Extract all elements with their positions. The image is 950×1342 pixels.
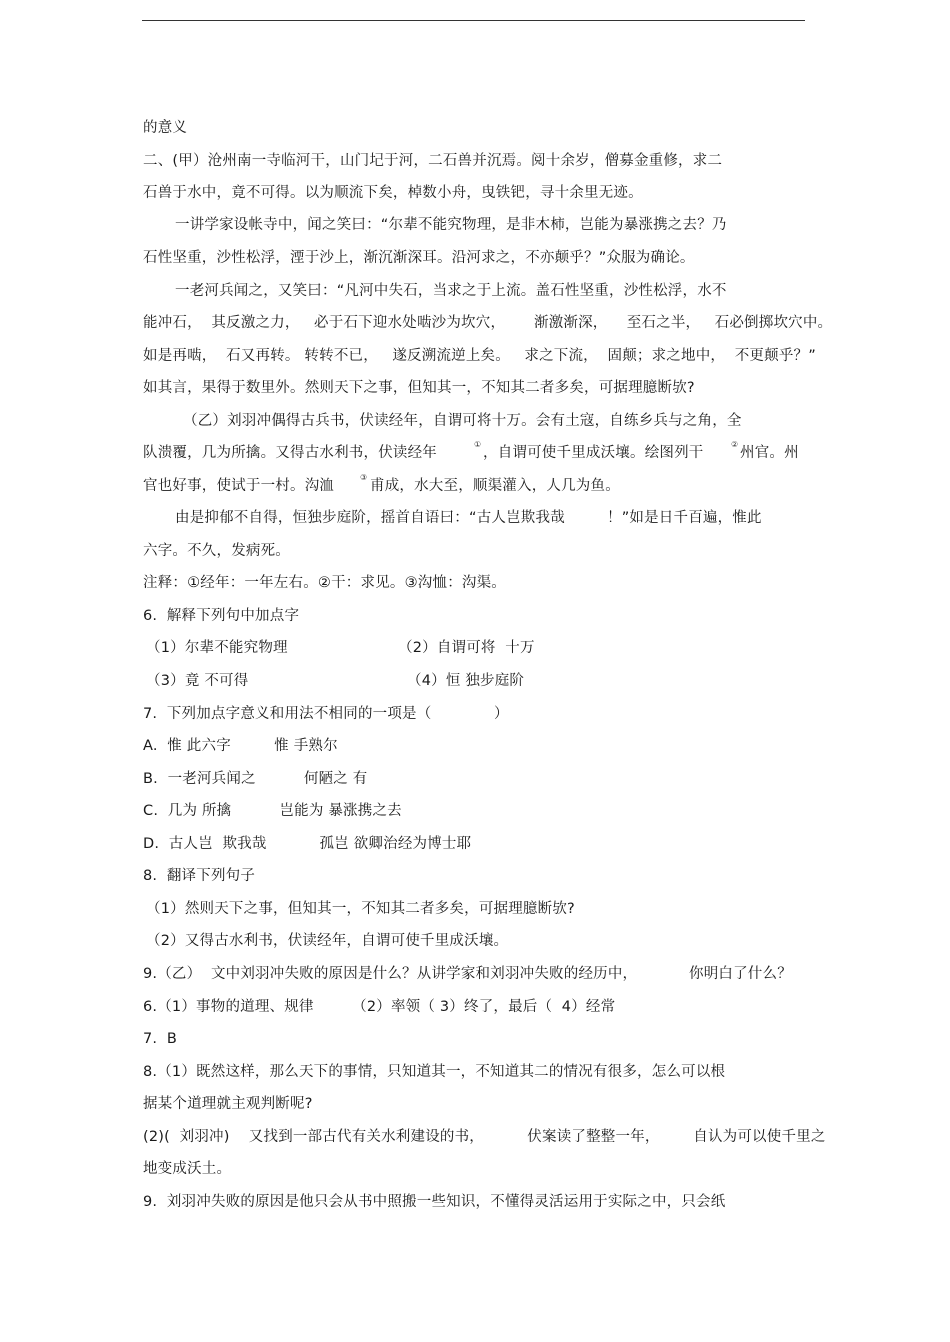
question-9: 你明白了什么？ <box>689 966 792 982</box>
question-6-item: （1）尔辈不能究物理 <box>146 640 288 656</box>
answer-9: 9. 刘羽冲失败的原因是他只会从书中照搬一些知识，不懂得灵活运用于实际之中，只会纸 <box>143 1194 726 1210</box>
footnote-mark: ① <box>474 440 482 449</box>
text-line: ，自谓可使千里成沃壤。绘图列干 <box>483 445 704 461</box>
text-line: 的意义 <box>143 120 188 136</box>
footnote-text: 注释：①经年：一年左右。②干：求见。③沟恤：沟渠。 <box>143 575 506 591</box>
question-9: 9.（乙） 文中刘羽冲失败的原因是什么？从讲学家和刘羽冲失败的经历中， <box>143 966 638 982</box>
question-6-item: （3）竟 不可得 <box>146 673 249 689</box>
answer-8: 8.（1）既然这样，那么天下的事情，只知道其一，不知道其二的情况有很多，怎么可以根 <box>143 1064 726 1080</box>
text-line: 二、(甲）沧州南一寺临河干，山门圮于河，二石兽并沉焉。阅十余岁，僧募金重修，求二 <box>143 153 723 169</box>
question-6-item: （4）恒 独步庭阶 <box>407 673 525 689</box>
text-line: 由是抑郁不自得，恒独步庭阶，摇首自语曰：“古人岂欺我哉 <box>175 510 565 526</box>
answer-8: 据某个道理就主观判断呢? <box>143 1096 313 1112</box>
text-line: （乙）刘羽冲偶得古兵书，伏读经年，自谓可将十万。会有土寇，自练乡兵与之角，全 <box>183 413 742 429</box>
text-line: 如其言，果得于数里外。然则天下之事，但知其一，不知其二者多矣，可据理臆断欤? <box>143 380 695 396</box>
text-line: 六字。不久，发病死。 <box>143 543 290 559</box>
text-line: 石性坚重，沙性松浮，湮于沙上，渐沉渐深耳。沿河求之，不亦颠乎？”众服为确论。 <box>143 250 695 266</box>
answer-8: 地变成沃土。 <box>143 1161 232 1177</box>
text-line: 甫成，水大至，顺渠灌入，人几为鱼。 <box>370 478 620 494</box>
question-8-item: （2）又得古水利书，伏读经年，自谓可使千里成沃壤。 <box>146 933 509 949</box>
header-rule <box>142 20 805 21</box>
text-line: 队溃覆，几为所擒。又得古水利书，伏读经年 <box>143 445 437 461</box>
question-7-option: D. 古人岂 欺我哉 孤岂 欲卿治经为博士耶 <box>143 836 472 852</box>
footnote-mark: ② <box>731 440 739 449</box>
text-line: 一讲学家设帐寺中，闻之笑曰：“尔辈不能究物理，是非木柿，岂能为暴涨携之去？乃 <box>175 217 727 233</box>
answer-6: 6.（1）事物的道理、规律 （2）率领（ 3）终了，最后（ 4）经常 <box>143 999 616 1015</box>
text-line: 州官。州 <box>740 445 799 461</box>
answer-8: (2)( 刘羽冲) 又找到一部古代有关水利建设的书， 伏案读了整整一年， 自认为可以使千里之 <box>143 1129 826 1145</box>
question-8: 8. 翻译下列句子 <box>143 868 256 884</box>
text-line: 一老河兵闻之，又笑曰：“凡河中失石，当求之于上流。盖石性坚重，沙性松浮，水不 <box>175 283 727 299</box>
question-7: 7. 下列加点字意义和用法不相同的一项是（ ） <box>143 706 509 722</box>
text-line: 能冲石， 其反激之力， 必于石下迎水处啮沙为坎穴， 渐激渐深， 至石之半， 石必倒掷坎穴中。 <box>143 315 833 331</box>
question-7-option: C. 几为 所擒 岂能为 暴涨携之去 <box>143 803 402 819</box>
text-line: ！”如是日千百遍，惟此 <box>607 510 762 526</box>
text-line: 如是再啮， 石又再转。 转转不已， 遂反溯流逆上矣。 求之下流， 固颠；求之地中， 不更颠乎？” <box>143 348 816 364</box>
text-line: 石兽于水中，竟不可得。以为顺流下矣，棹数小舟，曳铁钯，寻十余里无迹。 <box>143 185 643 201</box>
footnote-mark: ③ <box>360 473 368 482</box>
question-8-item: （1）然则天下之事，但知其一，不知其二者多矣，可据理臆断欤? <box>146 901 575 917</box>
answer-7: 7. B <box>143 1031 178 1047</box>
question-6: 6. 解释下列句中加点字 <box>143 608 300 624</box>
question-6-item: （2）自谓可将 十万 <box>398 640 535 656</box>
text-line: 官也好事，使试于一村。沟洫 <box>143 478 335 494</box>
question-7-option: B. 一老河兵闻之 何陋之 有 <box>143 771 368 787</box>
question-7-option: A. 惟 此六字 惟 手熟尔 <box>143 738 338 754</box>
